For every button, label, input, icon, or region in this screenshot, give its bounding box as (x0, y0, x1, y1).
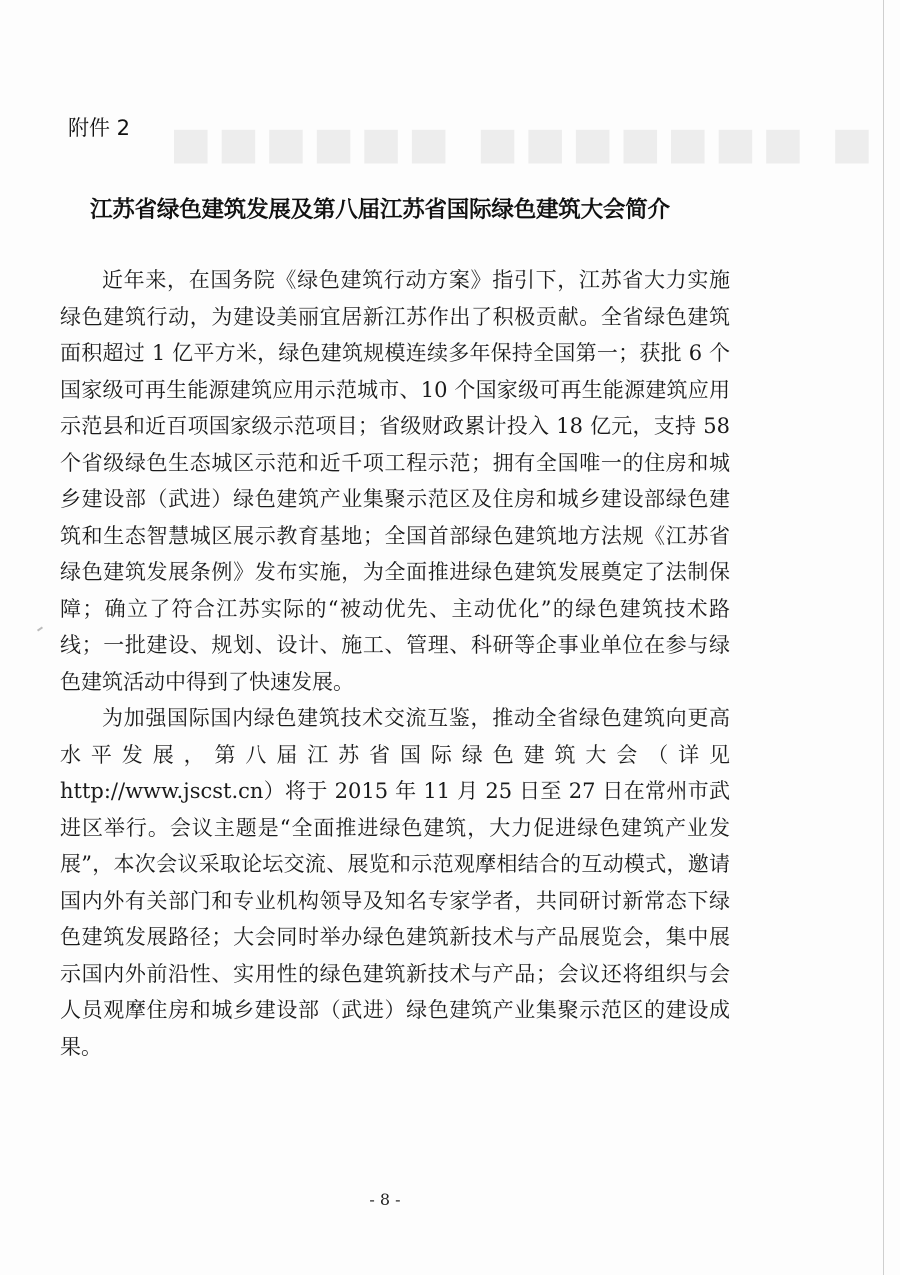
page-edge-line (883, 0, 884, 1275)
attachment-label: 附件 2 (68, 116, 131, 140)
paragraph-1: 近年来，在国务院《绿色建筑行动方案》指引下，江苏省大力实施绿色建筑行动，为建设美丽宜居新江苏作出了积极贡献。全省绿色建筑面积超过 1 亿平方米，绿色建筑规模连续多年保持全国第一；获批 6 个国家级可再生能源建筑应用示范城市、10 个国家级可再生能源建筑应用示范县和近百项国家级示范项目；省级财政累计投入 18 亿元，支持 58 个省级绿色生态城区示范和近千项工程示范；拥有全国唯一的住房和城乡建设部（武进）绿色建筑产业集聚示范区及住房和城乡建设部绿色建筑和生态智慧城区展示教育基地；全国首部绿色建筑地方法规《江苏省绿色建筑发展条例》发布实施，为全面推进绿色建筑发展奠定了法制保障；确立了符合江苏实际的“被动优先、主动优化”的绿色建筑技术路线；一批建设、规划、设计、施工、管理、科研等企事业单位在参与绿色建筑活动中得到了快速发展。 (60, 268, 730, 694)
show-through-bleed: ■■■■■■ ■■■■■■■ ■ (170, 118, 879, 169)
page-number: - 8 - (369, 1190, 401, 1209)
paragraph-2: 为加强国际国内绿色建筑技术交流互鉴，推动全省绿色建筑向更高水平发展，第八届江苏省国际绿色建筑大会（详见 http://www.jscst.cn）将于 2015 年 11 月 25 日至 27 日在常州市武进区举行。会议主题是“全面推进绿色建筑，大力促进绿色建筑产业发展”，本次会议采取论坛交流、展览和示范观摩相结合的互动模式，邀请国内外有关部门和专业机构领导及知名专家学者，共同研讨新常态下绿色建筑发展路径；大会同时举办绿色建筑新技术与产品展览会，集中展示国内外前沿性、实用性的绿色建筑新技术与产品；会议还将组织与会人员观摩住房和城乡建设部（武进）绿色建筑产业集聚示范区的建设成果。 (60, 706, 730, 1059)
document-body (60, 262, 730, 1065)
scan-speck (37, 626, 43, 631)
document-title: 江苏省绿色建筑发展及第八届江苏省国际绿色建筑大会简介 (90, 197, 670, 223)
